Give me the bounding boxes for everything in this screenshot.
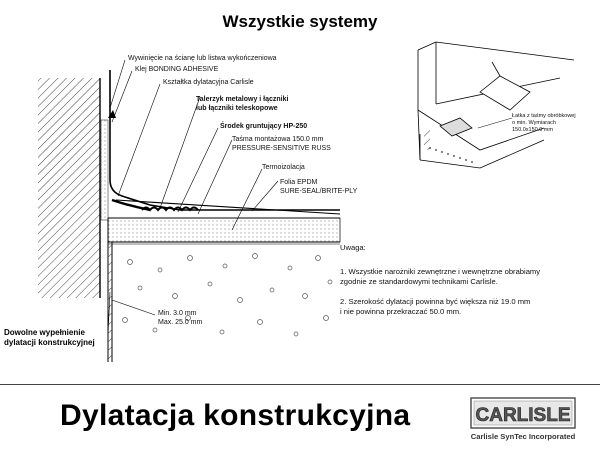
label-min: Min. 3.0 mm [158, 310, 197, 317]
drawing-title: Wszystkie systemy [222, 12, 378, 31]
label-dowolne-2: dylatacji konstrukcyjnej [4, 338, 95, 347]
corner-detail-3d [418, 42, 574, 168]
label-latka-2: o min. Wymiarach [512, 120, 556, 126]
insulation-layer [108, 218, 340, 242]
label-latka-3: 150.0x150.0 mm [512, 127, 553, 133]
label-tasma-2: PRESSURE-SENSITIVE RUSS [232, 145, 331, 152]
label-wywiniecie: Wywinięcie na ścianę lub listwa wykończeniowa [128, 55, 277, 62]
note-2-line-1: 2. Szerokość dylatacji powinna być większa niż 19.0 mm [340, 297, 531, 306]
label-folia-2: SURE-SEAL/BRITE-PLY [280, 188, 358, 195]
label-srodek: Środek gruntujący HP-250 [220, 123, 308, 130]
label-talerzyk-2: lub łączniki teleskopowe [196, 105, 278, 112]
label-dowolne-1: Dowolne wypełnienie [4, 328, 85, 337]
concrete-deck [108, 242, 340, 362]
label-tasma-1: Taśma montażowa 150.0 mm [232, 136, 324, 143]
footer [0, 384, 600, 457]
label-latka-1: Łatka z taśmy obróbkowej [512, 113, 576, 119]
wall-board [101, 120, 108, 220]
label-termoizolacja: Termoizolacja [262, 164, 305, 171]
notes-heading: Uwaga: [340, 243, 366, 252]
joint-filler [108, 242, 112, 362]
note-2-line-2: i nie powinna przekraczać 50.0 mm. [340, 307, 462, 316]
membrane-upturn [110, 70, 150, 205]
label-talerzyk-1: Talerzyk metalowy i łączniki [196, 96, 289, 103]
label-max: Max. 25.0 mm [158, 319, 203, 326]
wall-hatch [38, 78, 100, 298]
carlisle-logo [470, 397, 576, 443]
logo-text: CARLISLE [475, 405, 571, 426]
note-1-line-1: 1. Wszystkie narożniki zewnętrzne i wewnętrzne obrabiamy [340, 267, 541, 276]
note-1-line-2: zgodnie ze standardowymi technikami Carlisle. [340, 277, 498, 286]
label-folia-1: Folia EPDM [280, 179, 318, 186]
logo-subtitle: Carlisle SynTec Incorporated [470, 432, 576, 441]
label-klej: Klej BONDING ADHESIVE [135, 66, 219, 73]
label-ksztaltka: Kształtka dylatacyjna Carlisle [163, 79, 254, 86]
membrane-layer-2 [116, 200, 340, 214]
footer-title: Dylatacja konstrukcyjna [60, 399, 411, 432]
corner-fasteners [429, 147, 473, 163]
